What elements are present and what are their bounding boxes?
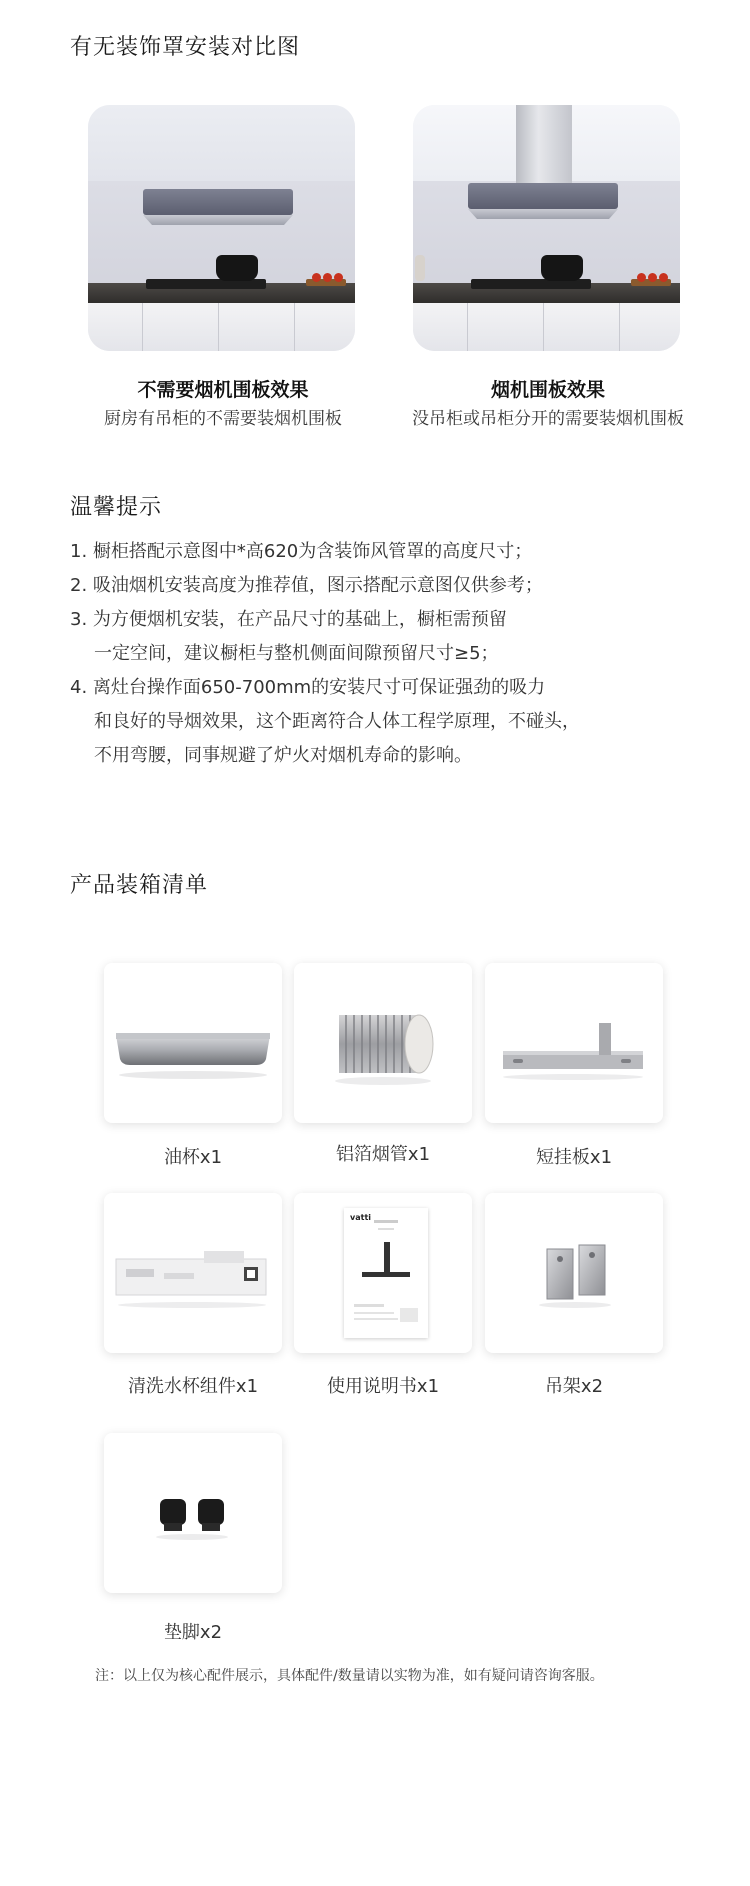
foil-duct-icon (294, 963, 472, 1123)
packing-card-manual (294, 1193, 472, 1353)
packing-label: 铝箔烟管x1 (335, 1144, 431, 1165)
tips-title: 温馨提示 (70, 495, 163, 520)
packing-card-bracket (485, 1193, 663, 1353)
packing-label: 油杯x1 (163, 1147, 223, 1168)
hanging-plate-icon (485, 963, 663, 1123)
oil-cup-icon (104, 963, 282, 1123)
manual-brand-logo: vatti (350, 1213, 372, 1222)
tip-line: 不用弯腰，同事规避了炉火对烟机寿命的影响。 (94, 745, 472, 766)
packing-card-hanging-plate (485, 963, 663, 1123)
packing-label: 短挂板x1 (535, 1147, 613, 1168)
packing-label: 清洗水杯组件x1 (127, 1376, 259, 1397)
packing-card-foot-pad (104, 1433, 282, 1593)
packing-label: 使用说明书x1 (326, 1376, 440, 1397)
tips-list (70, 535, 710, 773)
tip-line: 3. 为方便烟机安装，在产品尺寸的基础上，橱柜需预留 (70, 609, 507, 630)
tip-line: 和良好的导烟效果，这个距离符合人体工程学原理，不碰头， (94, 711, 580, 732)
packing-card-oil-cup (104, 963, 282, 1123)
tip-line: 4. 离灶台操作面650-700mm的安装尺寸可保证强劲的吸力 (70, 677, 546, 698)
comparison-title: 有无装饰罩安装对比图 (70, 35, 301, 60)
bracket-icon (485, 1193, 663, 1353)
packing-card-water-cup-kit (104, 1193, 282, 1353)
tip-line: 1. 橱柜搭配示意图中*高620为含装饰风管罩的高度尺寸； (70, 541, 533, 562)
packing-label: 垫脚x2 (163, 1622, 223, 1643)
packing-title: 产品装箱清单 (70, 873, 209, 898)
right-caption-title: 烟机围板效果 (490, 379, 605, 401)
no-cover-install-photo (88, 105, 355, 351)
left-caption-title: 不需要烟机围板效果 (137, 379, 309, 401)
foot-pad-icon (104, 1433, 282, 1593)
manual-icon (344, 1208, 428, 1338)
packing-card-foil-duct (294, 963, 472, 1123)
tip-line: 2. 吸油烟机安装高度为推荐值，图示搭配示意图仅供参考； (70, 575, 543, 596)
water-cup-kit-icon (104, 1193, 282, 1353)
packing-note: 注：以上仅为核心配件展示，具体配件/数量请以实物为准，如有疑问请咨询客服。 (95, 1668, 604, 1684)
manual-booklet (344, 1208, 428, 1338)
with-cover-install-photo (413, 105, 680, 351)
right-caption-subtitle: 没吊柜或吊柜分开的需要装烟机围板 (412, 409, 684, 429)
left-caption-subtitle: 厨房有吊柜的不需要装烟机围板 (104, 409, 342, 429)
packing-label: 吊架x2 (544, 1376, 604, 1397)
tip-line: 一定空间，建议橱柜与整机侧面间隙预留尺寸≥5； (94, 643, 499, 664)
